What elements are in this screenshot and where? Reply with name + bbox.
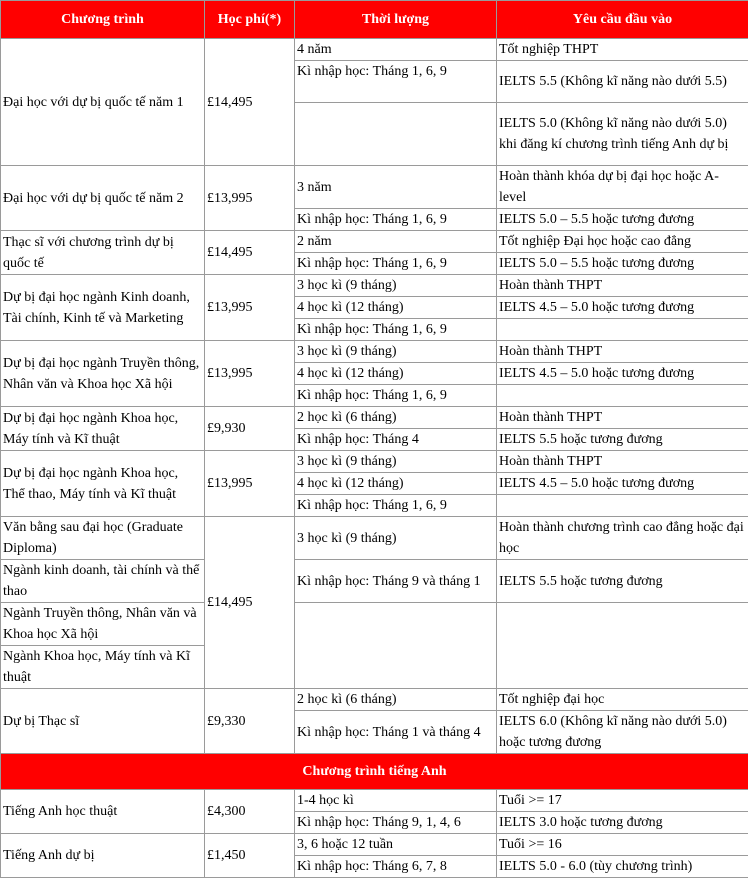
duration-cell: 2 học kì (6 tháng) — [295, 689, 497, 711]
duration-cell: 1-4 học kì — [295, 790, 497, 812]
program-fee: £14,495 — [205, 517, 295, 689]
program-name: Tiếng Anh học thuật — [1, 790, 205, 834]
header-requirements: Yêu cầu đầu vào — [497, 1, 748, 39]
duration-cell — [295, 603, 497, 689]
program-name: Thạc sĩ với chương trình dự bị quốc tế — [1, 231, 205, 275]
duration-cell: 4 năm — [295, 39, 497, 61]
table-row — [1, 275, 748, 297]
requirement-cell: Hoàn thành THPT — [497, 451, 748, 473]
program-name: Dự bị đại học ngành Kinh doanh, Tài chính, Kinh tế và Marketing — [1, 275, 205, 341]
program-fee: £14,495 — [205, 39, 295, 166]
requirement-cell — [497, 385, 748, 407]
duration-cell: 2 năm — [295, 231, 497, 253]
duration-cell: Kì nhập học: Tháng 4 — [295, 429, 497, 451]
duration-cell: 4 học kì (12 tháng) — [295, 297, 497, 319]
program-name: Dự bị Thạc sĩ — [1, 689, 205, 754]
duration-cell: Kì nhập học: Tháng 1, 6, 9 — [295, 253, 497, 275]
program-name: Đại học với dự bị quốc tế năm 1 — [1, 39, 205, 166]
requirement-cell — [497, 495, 748, 517]
header-program: Chương trình — [1, 1, 205, 39]
duration-cell: Kì nhập học: Tháng 1, 6, 9 — [295, 61, 497, 103]
requirement-cell: IELTS 4.5 – 5.0 hoặc tương đương — [497, 473, 748, 495]
requirement-cell: IELTS 5.0 – 5.5 hoặc tương đương — [497, 209, 748, 231]
table-row — [1, 603, 748, 646]
duration-cell: 3 học kì (9 tháng) — [295, 275, 497, 297]
table-row — [1, 39, 748, 61]
table-row — [1, 231, 748, 253]
program-fee: £14,495 — [205, 231, 295, 275]
requirement-cell: Hoàn thành chương trình cao đẳng hoặc đại học — [497, 517, 748, 560]
requirement-cell: Tốt nghiệp Đại học hoặc cao đẳng — [497, 231, 748, 253]
duration-cell: 3 năm — [295, 166, 497, 209]
program-fee: £13,995 — [205, 341, 295, 407]
requirement-cell: Tốt nghiệp đại học — [497, 689, 748, 711]
requirement-cell: Hoàn thành THPT — [497, 275, 748, 297]
requirement-cell: IELTS 3.0 hoặc tương đương — [497, 812, 748, 834]
program-name: Dự bị đại học ngành Khoa học, Máy tính và Kĩ thuật — [1, 407, 205, 451]
duration-cell: 3, 6 hoặc 12 tuần — [295, 834, 497, 856]
program-fee: £1,450 — [205, 834, 295, 878]
duration-cell: Kì nhập học: Tháng 9, 1, 4, 6 — [295, 812, 497, 834]
program-name: Văn bằng sau đại học (Graduate Diploma) — [1, 517, 205, 560]
program-fee: £4,300 — [205, 790, 295, 834]
program-fee: £13,995 — [205, 451, 295, 517]
requirement-cell: IELTS 5.5 hoặc tương đương — [497, 429, 748, 451]
program-fee: £13,995 — [205, 275, 295, 341]
duration-cell: Kì nhập học: Tháng 1, 6, 9 — [295, 495, 497, 517]
requirement-cell — [497, 603, 748, 689]
duration-cell: Kì nhập học: Tháng 6, 7, 8 — [295, 856, 497, 878]
program-name: Ngành Truyền thông, Nhân văn và Khoa học Xã hội — [1, 603, 205, 646]
header-duration: Thời lượng — [295, 1, 497, 39]
table-row — [1, 341, 748, 363]
duration-cell: 3 học kì (9 tháng) — [295, 341, 497, 363]
program-name: Ngành kinh doanh, tài chính và thể thao — [1, 560, 205, 603]
requirement-cell — [497, 319, 748, 341]
requirement-cell: IELTS 5.5 (Không kĩ năng nào dưới 5.5) — [497, 61, 748, 103]
section-header-row — [1, 754, 748, 790]
requirement-cell: IELTS 4.5 – 5.0 hoặc tương đương — [497, 297, 748, 319]
table-row — [1, 407, 748, 429]
duration-cell: Kì nhập học: Tháng 1, 6, 9 — [295, 319, 497, 341]
program-name: Ngành Khoa học, Máy tính và Kĩ thuật — [1, 646, 205, 689]
duration-cell: 4 học kì (12 tháng) — [295, 363, 497, 385]
program-name: Đại học với dự bị quốc tế năm 2 — [1, 166, 205, 231]
duration-cell: 2 học kì (6 tháng) — [295, 407, 497, 429]
header-row — [1, 1, 748, 39]
requirement-cell: Hoàn thành khóa dự bị đại học hoặc A-level — [497, 166, 748, 209]
duration-cell: Kì nhập học: Tháng 9 và tháng 1 — [295, 560, 497, 603]
table-row — [1, 689, 748, 711]
requirement-cell: Tuổi >= 17 — [497, 790, 748, 812]
table-row — [1, 560, 748, 603]
requirement-cell: IELTS 5.5 hoặc tương đương — [497, 560, 748, 603]
table-row — [1, 517, 748, 560]
requirement-cell: Hoàn thành THPT — [497, 407, 748, 429]
requirement-cell: Tuổi >= 16 — [497, 834, 748, 856]
table-row — [1, 834, 748, 856]
requirement-cell: IELTS 5.0 – 5.5 hoặc tương đương — [497, 253, 748, 275]
program-name: Dự bị đại học ngành Truyền thông, Nhân văn và Khoa học Xã hội — [1, 341, 205, 407]
program-fee: £9,330 — [205, 689, 295, 754]
requirement-cell: Tốt nghiệp THPT — [497, 39, 748, 61]
table-row — [1, 166, 748, 209]
duration-cell: 4 học kì (12 tháng) — [295, 473, 497, 495]
requirement-cell: IELTS 6.0 (Không kĩ năng nào dưới 5.0) hoặc tương đương — [497, 711, 748, 754]
requirement-cell: IELTS 5.0 - 6.0 (tùy chương trình) — [497, 856, 748, 878]
duration-cell: 3 học kì (9 tháng) — [295, 451, 497, 473]
duration-cell: 3 học kì (9 tháng) — [295, 517, 497, 560]
duration-cell: Kì nhập học: Tháng 1, 6, 9 — [295, 209, 497, 231]
requirement-cell: Hoàn thành THPT — [497, 341, 748, 363]
program-fee: £9,930 — [205, 407, 295, 451]
header-fee: Học phí(*) — [205, 1, 295, 39]
program-name: Tiếng Anh dự bị — [1, 834, 205, 878]
program-fee: £13,995 — [205, 166, 295, 231]
program-name: Dự bị đại học ngành Khoa học, Thể thao, Máy tính và Kĩ thuật — [1, 451, 205, 517]
duration-cell: Kì nhập học: Tháng 1 và tháng 4 — [295, 711, 497, 754]
section-title: Chương trình tiếng Anh — [1, 754, 748, 790]
requirement-cell: IELTS 4.5 – 5.0 hoặc tương đương — [497, 363, 748, 385]
duration-cell: Kì nhập học: Tháng 1, 6, 9 — [295, 385, 497, 407]
duration-cell — [295, 103, 497, 166]
table-row — [1, 451, 748, 473]
requirement-cell: IELTS 5.0 (Không kĩ năng nào dưới 5.0) khi đăng kí chương trình tiếng Anh dự bị — [497, 103, 748, 166]
table-row — [1, 790, 748, 812]
